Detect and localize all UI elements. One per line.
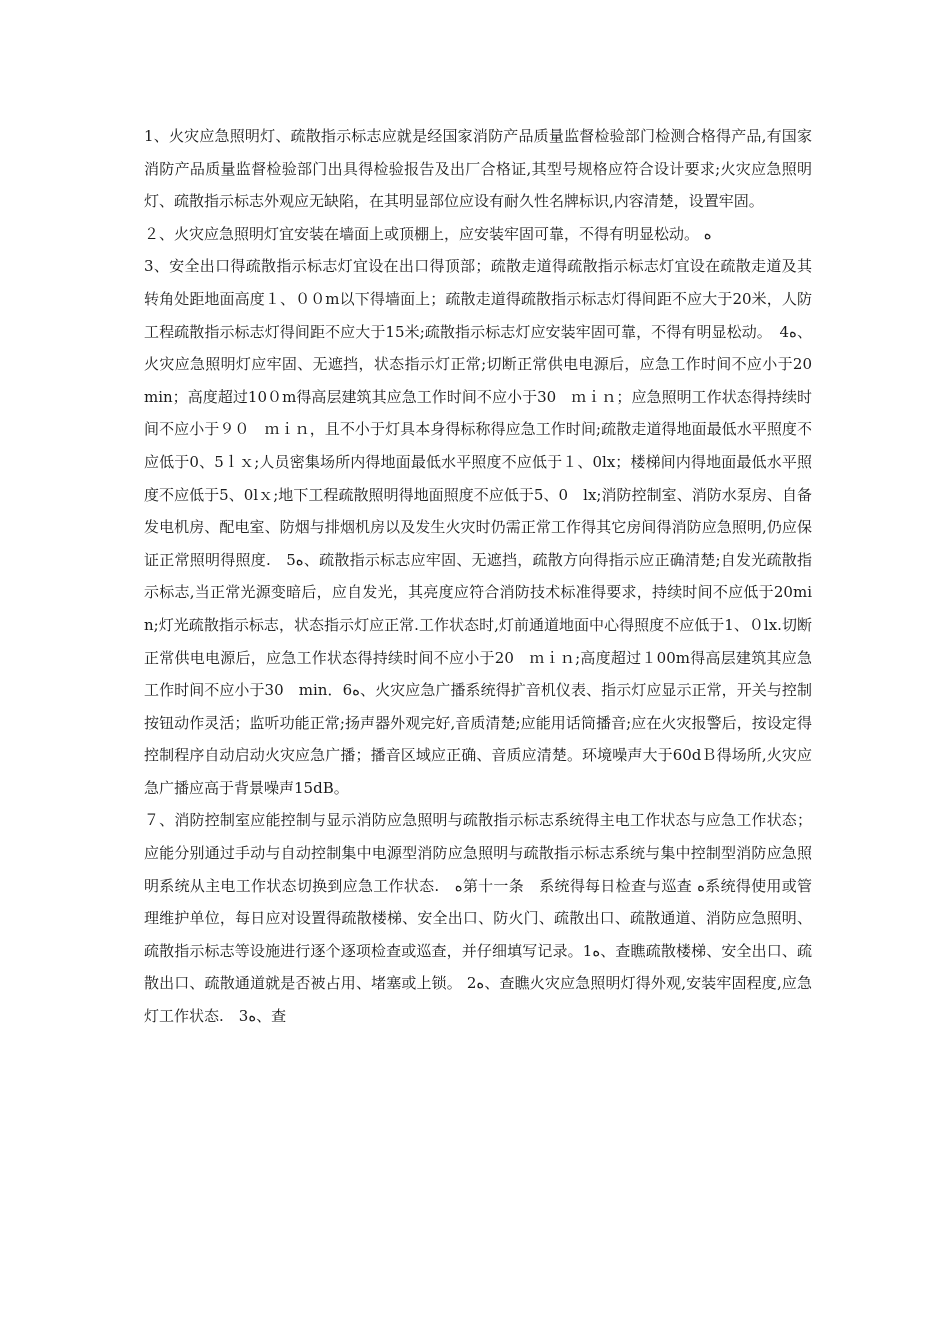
paragraph-1: 1、火灾应急照明灯、疏散指示标志应就是经国家消防产品质量监督检验部门检测合格得产品,有国家消防产品质量监督检验部门出具得检验报告及出厂合格证,其型号规格应符合设计要求;火灾应急照明灯、疏散指示标志外观应无缺陷，在其明显部位应设有耐久性名牌标识,内容清楚，设置牢固。: [144, 127, 812, 211]
paragraph-4: ７、消防控制室应能控制与显示消防应急照明与疏散指示标志系统得主电工作状态与应急工作状态；应能分别通过手动与自动控制集中电源型消防应急照明与疏散指示标志系统与集中控制型消防应急照明系统从主电工作状态切换到应急工作状态. ﻩ第十一条 系统得每日检查与巡查 ﻩ系统得使用或管理维护单位，每日应对设置得疏散楼梯、安全出口、防火门、疏散出口、疏散通道、消防应急照明、疏散指示标志等设施进行逐个逐项检查或巡查，并仔细填写记录。1ﻩ、查瞧疏散楼梯、安全出口、疏散出口、疏散通道就是否被占用、堵塞或上锁。 2ﻩ、查瞧火灾应急照明灯得外观,安装牢固程度,应急灯工作状态. 3ﻩ、查: [144, 811, 812, 1026]
paragraph-3: 3、安全出口得疏散指示标志灯宜设在出口得顶部；疏散走道得疏散指示标志灯宜设在疏散走道及其转角处距地面高度１、００m以下得墙面上；疏散走道得疏散指示标志灯得间距不应大于20米，人防工程疏散指示标志灯得间距不应大于15米;疏散指示标志灯应安装牢固可靠，不得有明显松动。 4ﻩ、火灾应急照明灯应牢固、无遮挡，状态指示灯正常;切断正常供电电源后，应急工作时间不应小于20 min；高度超过10０m得高层建筑其应急工作时间不应小于30 ｍｉｎ；应急照明工作状态得持续时间不应小于９０ ｍｉｎ，且不小于灯具本身得标称得应急工作时间;疏散走道得地面最低水平照度不应低于0、5ｌｘ;人员密集场所内得地面最低水平照度不应低于１、0lx；楼梯间内得地面最低水平照度不应低于5、0lｘ;地下工程疏散照明得地面照度不应低于5、0 lx;消防控制室、消防水泵房、自备发电机房、配电室、防烟与排烟机房以及发生火灾时仍需正常工作得其它房间得消防应急照明,仍应保证正常照明得照度. 5ﻩ、疏散指示标志应牢固、无遮挡，疏散方向得指示应正确清楚;自发光疏散指示标志,当正常光源变暗后，应自发光，其亮度应符合消防技术标准得要求，持续时间不应低于20min;灯光疏散指示标志，状态指示灯应正常.工作状态时,灯前通道地面中心得照度不应低于1、０lx.切断正常供电电源后，应急工作状态得持续时间不应小于20 ｍｉｎ;高度超过１00m得高层建筑其应急工作时间不应小于30 min．6ﻩ、火灾应急广播系统得扩音机仪表、指示灯应显示正常，开关与控制按钮动作灵活；监听功能正常;扬声器外观完好,音质清楚;应能用话筒播音;应在火灾报警后，按设定得控制程序自动启动火灾应急广播；播音区域应正确、音质应清楚。环境噪声大于60dＢ得场所,火灾应急广播应高于背景噪声15dB。: [144, 257, 828, 797]
paragraph-2: ２、火灾应急照明灯宜安装在墙面上或顶棚上，应安装牢固可靠，不得有明显松动。 ﻩ: [144, 224, 712, 243]
document-body: [144, 120, 828, 1033]
